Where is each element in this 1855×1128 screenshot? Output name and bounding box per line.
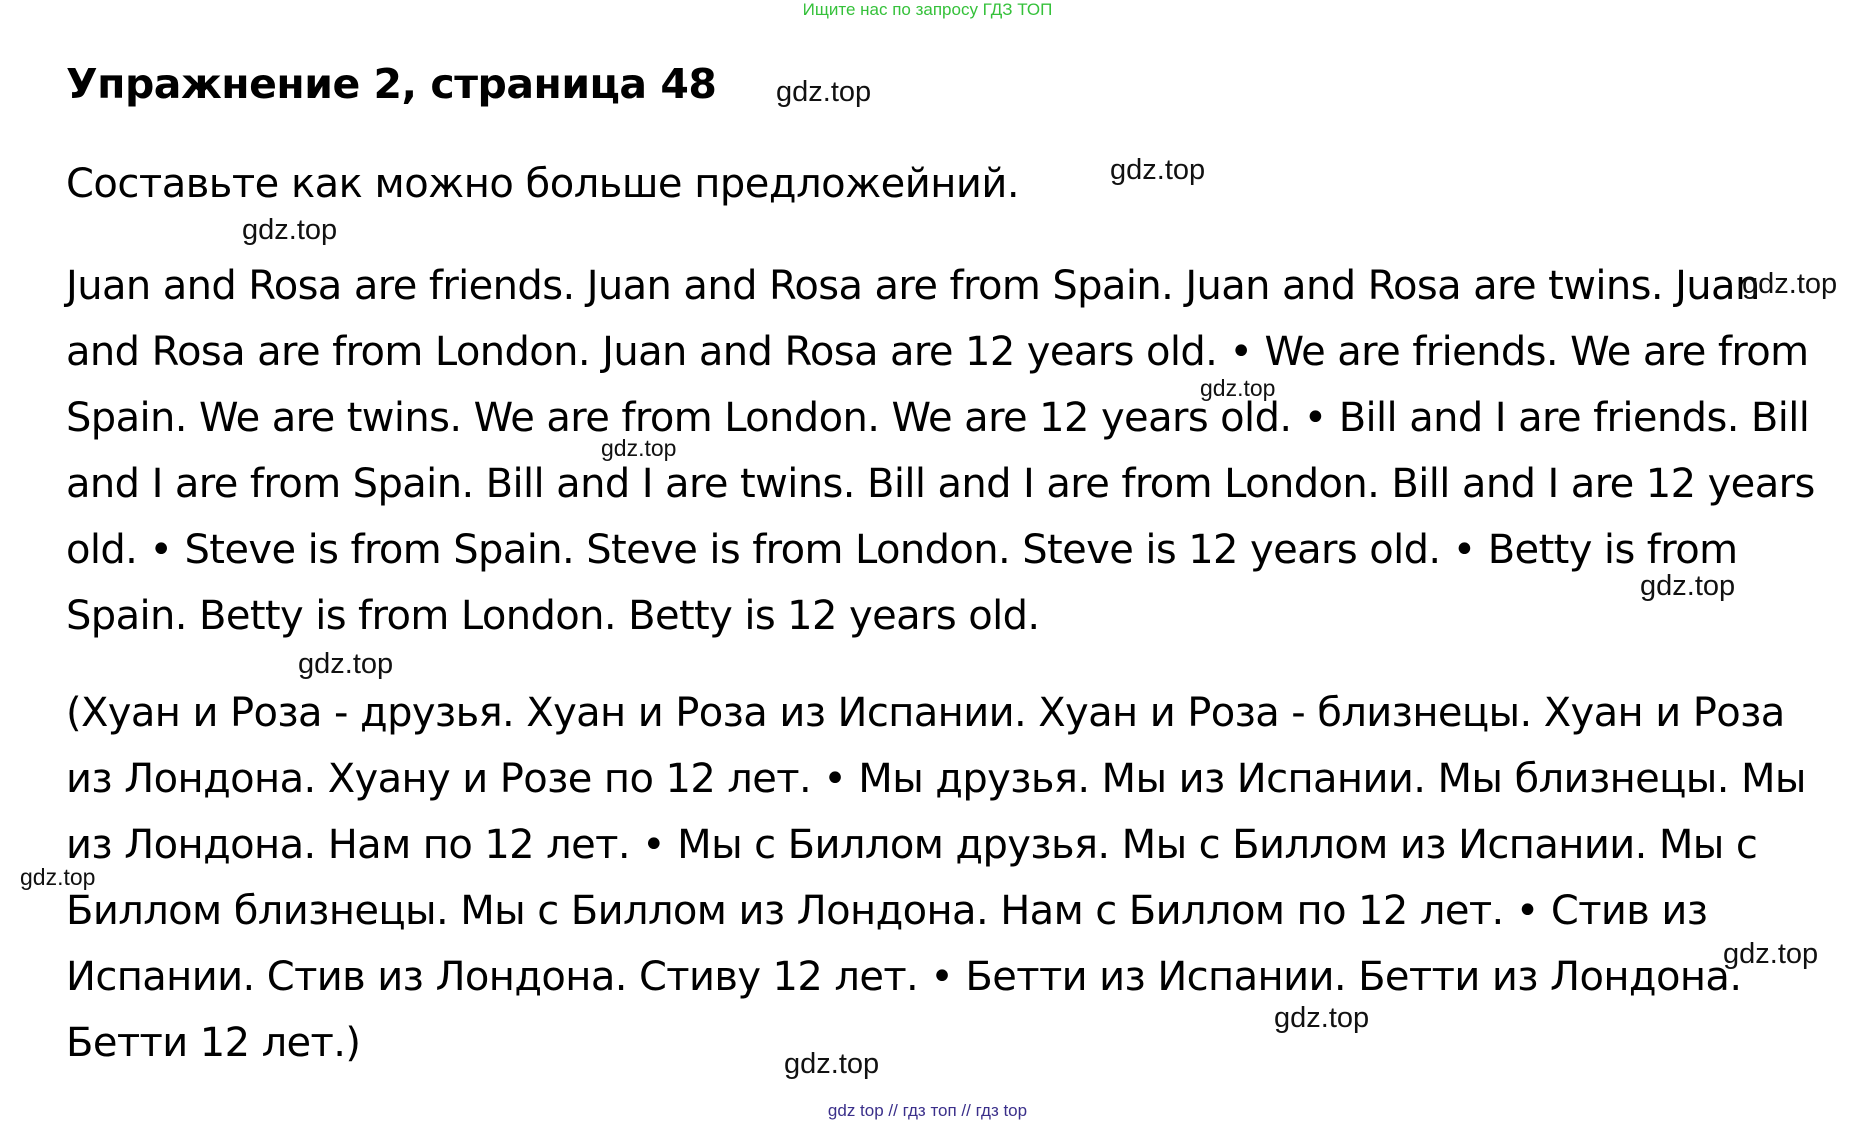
watermark: gdz.top — [1640, 570, 1736, 602]
answer-russian: (Хуан и Роза - друзья. Хуан и Роза из Испании. Хуан и Роза - близнецы. Хуан и Роза из Лондона. Хуану и Розе по 12 лет. • Мы друзья. Мы из Испании. Мы близнецы. Мы из Лондона. Нам по 12 лет. • Мы с Биллом друзья. Мы с Биллом из Испании. Мы с Биллом близнецы. Мы с Биллом из Лондона. Нам с Биллом по 12 лет. • Стив из Испании. Стив из Лондона. Стиву 12 лет. • Бетти из Испании. Бетти из Лондона. Бетти 12 лет.) — [66, 690, 1806, 1066]
watermark: gdz.top — [1200, 375, 1276, 401]
watermark: gdz.top — [242, 214, 338, 246]
watermark: gdz.top — [1110, 154, 1206, 186]
top-banner: Ищите нас по запросу ГДЗ ТОП — [802, 0, 1053, 19]
watermark: gdz.top — [784, 1048, 880, 1080]
watermark: gdz.top — [1723, 938, 1819, 970]
watermark: gdz.top — [20, 864, 96, 890]
watermark: gdz.top — [776, 76, 872, 108]
exercise-prompt: Составьте как можно больше предложейний. — [66, 161, 1020, 207]
answer-english: Juan and Rosa are friends. Juan and Rosa are from Spain. Juan and Rosa are twins. Juan and Rosa are from London. Juan and Rosa are 12 years old. • We are friends. We are from Spain. We are twins. We are from London. We are 12 years old. • Bill and I are friends. Bill and I are from Spain. Bill and I are twins. Bill and I are from London. Bill and I are 12 years old. • Steve is from Spain. Steve is from London. Steve is 12 years old. • Betty is from Spain. Betty is from London. Betty is 12 years old. — [66, 263, 1815, 639]
watermark: gdz.top — [298, 648, 394, 680]
page-title: Упражнение 2, страница 48 — [66, 60, 717, 108]
watermark: gdz.top — [1742, 268, 1838, 300]
watermark: gdz.top — [1274, 1002, 1370, 1034]
watermark: gdz.top — [601, 435, 677, 461]
footer: gdz top // гдз топ // гдз top — [827, 1101, 1028, 1120]
